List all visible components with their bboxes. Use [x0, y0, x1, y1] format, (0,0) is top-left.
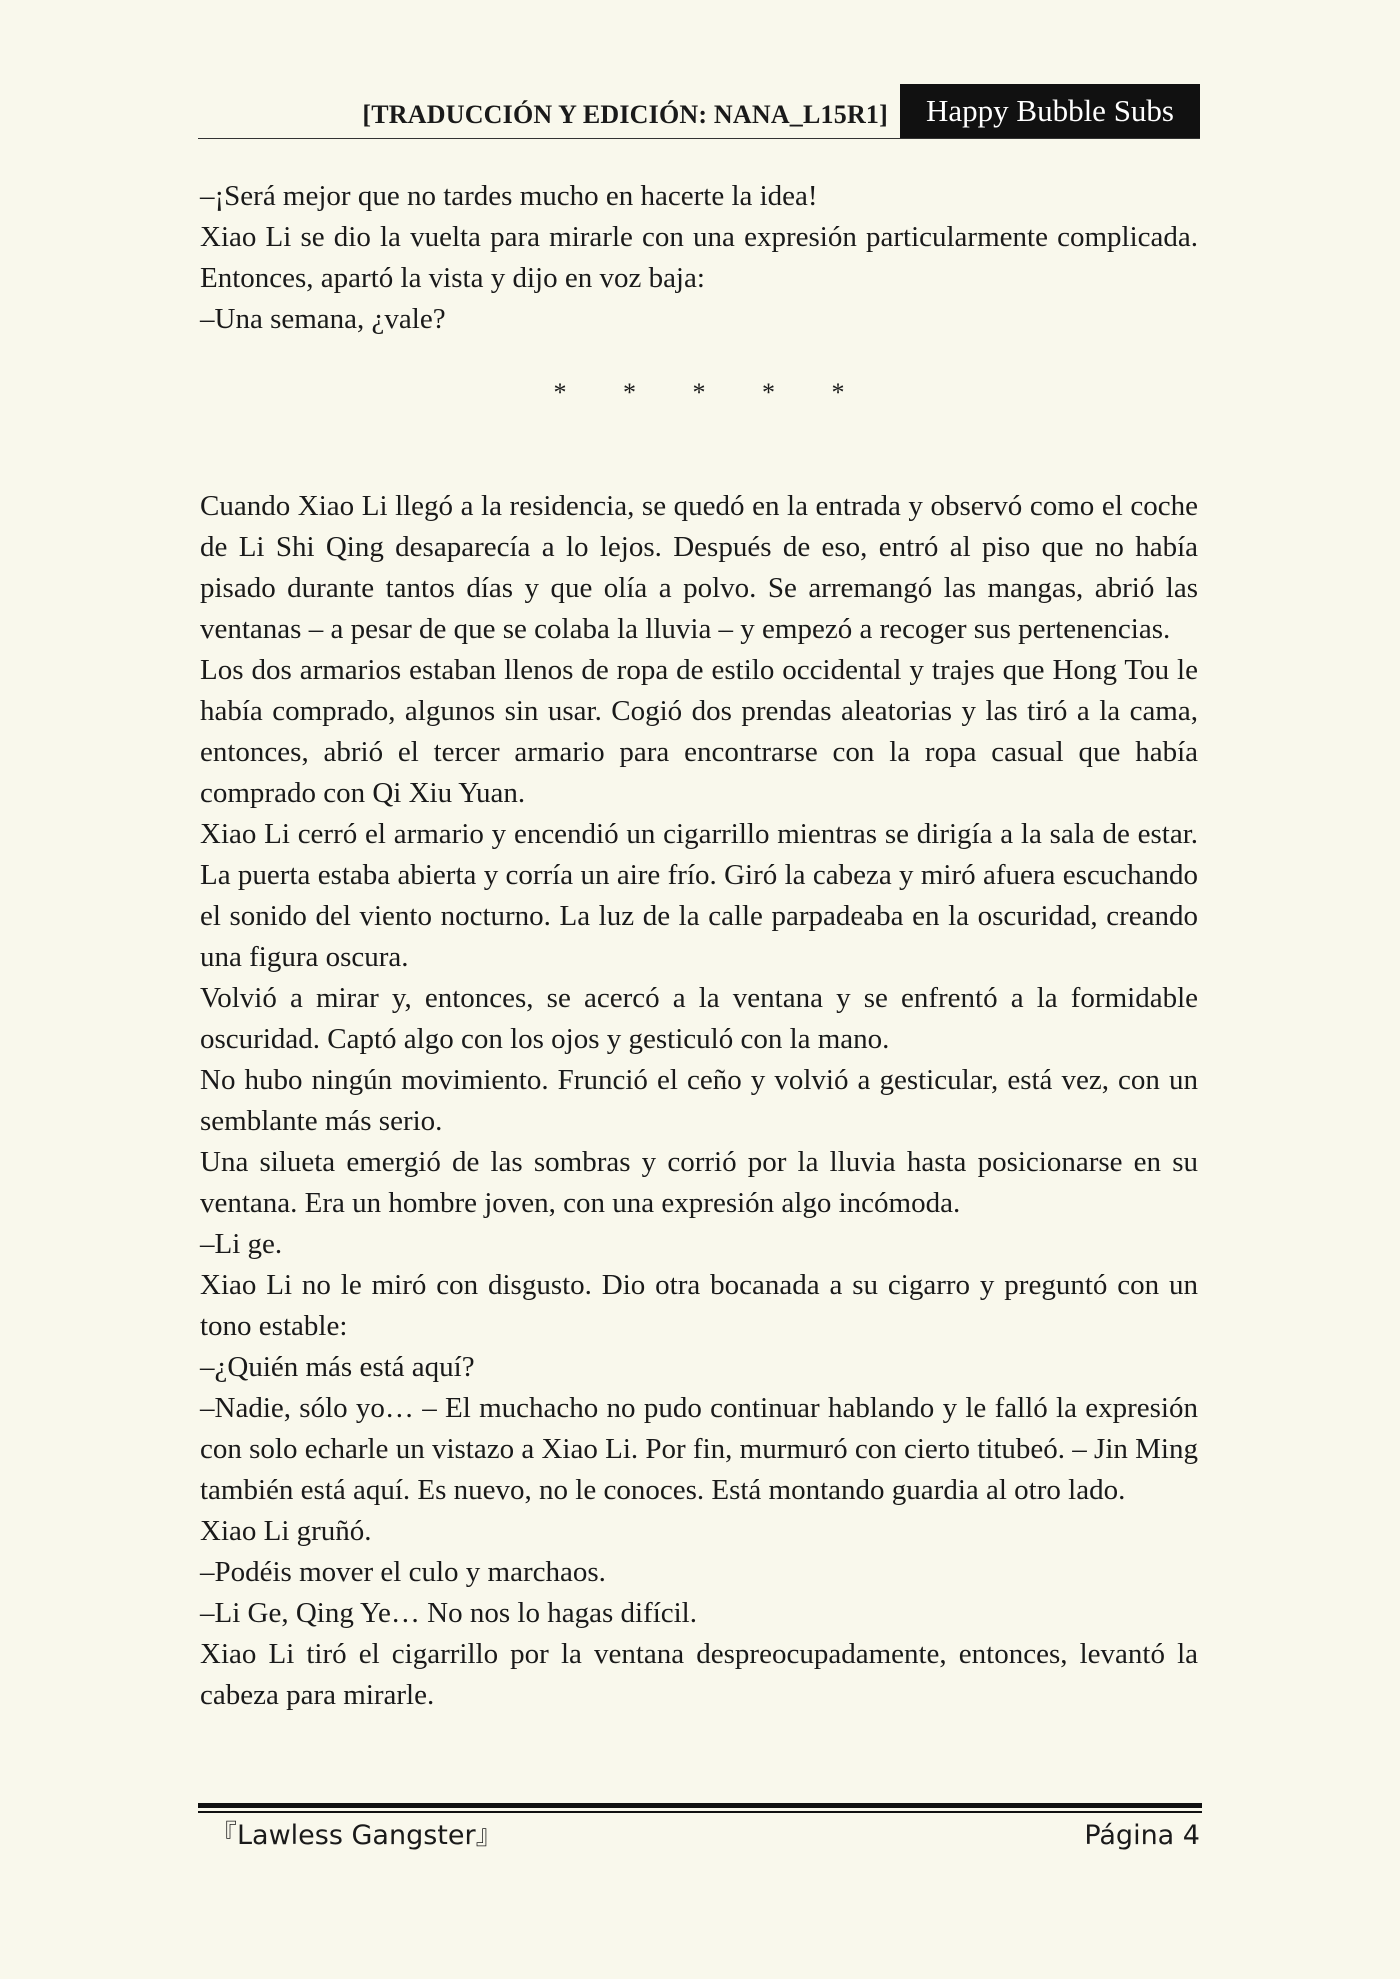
paragraph: Cuando Xiao Li llegó a la residencia, se quedó en la entrada y observó como el coche de Li Shi Qing desaparecía a lo lejos. Después de eso, entró al piso que no había pisado durante tantos días y que olía a polvo. Se arremangó las mangas, abrió las ventanas – a pesar de que se colaba la lluvia – y empezó a recoger sus pertenencias.: [200, 490, 1198, 645]
paragraph: –Podéis mover el culo y marchaos.: [200, 1556, 606, 1588]
paragraph: Xiao Li cerró el armario y encendió un cigarrillo mientras se dirigía a la sala de estar. La puerta estaba abierta y corría un aire frío. Giró la cabeza y miró afuera escuchando el sonido del viento nocturno. La luz de la calle parpadeaba en la oscuridad, creando una figura oscura.: [200, 818, 1198, 973]
footer-rule-thin: [198, 1811, 1202, 1813]
paragraph: Xiao Li gruñó.: [200, 1515, 372, 1547]
paragraph: Los dos armarios estaban llenos de ropa de estilo occidental y trajes que Hong Tou le había comprado, algunos sin usar. Cogió dos prendas aleatorias y las tiró a la cama, entonces, abrió el tercer armario para encontrarse con la ropa casual que había comprado con Qi Xiu Yuan.: [200, 654, 1198, 809]
paragraph: –Una semana, ¿vale?: [200, 303, 446, 335]
paragraph: –Li ge.: [200, 1228, 283, 1260]
paragraph: –¿Quién más está aquí?: [200, 1351, 475, 1383]
paragraph: Xiao Li tiró el cigarrillo por la ventana despreocupadamente, entonces, levantó la cabeza para mirarle.: [200, 1638, 1198, 1711]
scene-separator-asterisks: * * * * *: [553, 378, 845, 407]
paragraph: –¡Será mejor que no tardes mucho en hacerte la idea!: [200, 180, 818, 212]
paragraph: Xiao Li se dio la vuelta para mirarle con una expresión particularmente complicada. Entonces, apartó la vista y dijo en voz baja:: [200, 221, 1198, 294]
paragraph: Volvió a mirar y, entonces, se acercó a la ventana y se enfrentó a la formidable oscuridad. Captó algo con los ojos y gesticuló con la mano.: [200, 982, 1198, 1055]
footer-page-number: Página 4: [1084, 1820, 1200, 1851]
footer-rule-thick: [198, 1803, 1202, 1808]
paragraph: –Li Ge, Qing Ye… No nos lo hagas difícil.: [200, 1597, 697, 1629]
scene-separator: [200, 340, 1198, 486]
brand-badge: Happy Bubble Subs: [900, 84, 1200, 138]
paragraph: –Nadie, sólo yo… – El muchacho no pudo continuar hablando y le falló la expresión con solo echarle un vistazo a Xiao Li. Por fin, murmuró con cierto titubeó. – Jin Ming también está aquí. Es nuevo, no le conoces. Está montando guardia al otro lado.: [200, 1392, 1198, 1506]
paragraph: No hubo ningún movimiento. Frunció el ceño y volvió a gesticular, está vez, con un semblante más serio.: [200, 1064, 1198, 1137]
paragraph: Una silueta emergió de las sombras y corrió por la lluvia hasta posicionarse en su ventana. Era un hombre joven, con una expresión algo incómoda.: [200, 1146, 1198, 1219]
body-text: [200, 176, 1198, 1716]
paragraph: Xiao Li no le miró con disgusto. Dio otra bocanada a su cigarro y preguntó con un tono estable:: [200, 1269, 1198, 1342]
translation-credit: [TRADUCCIÓN Y EDICIÓN: NANA_L15R1]: [362, 100, 888, 129]
page-header: [198, 84, 1200, 139]
footer-book-title: 『Lawless Gangster』: [210, 1820, 503, 1851]
